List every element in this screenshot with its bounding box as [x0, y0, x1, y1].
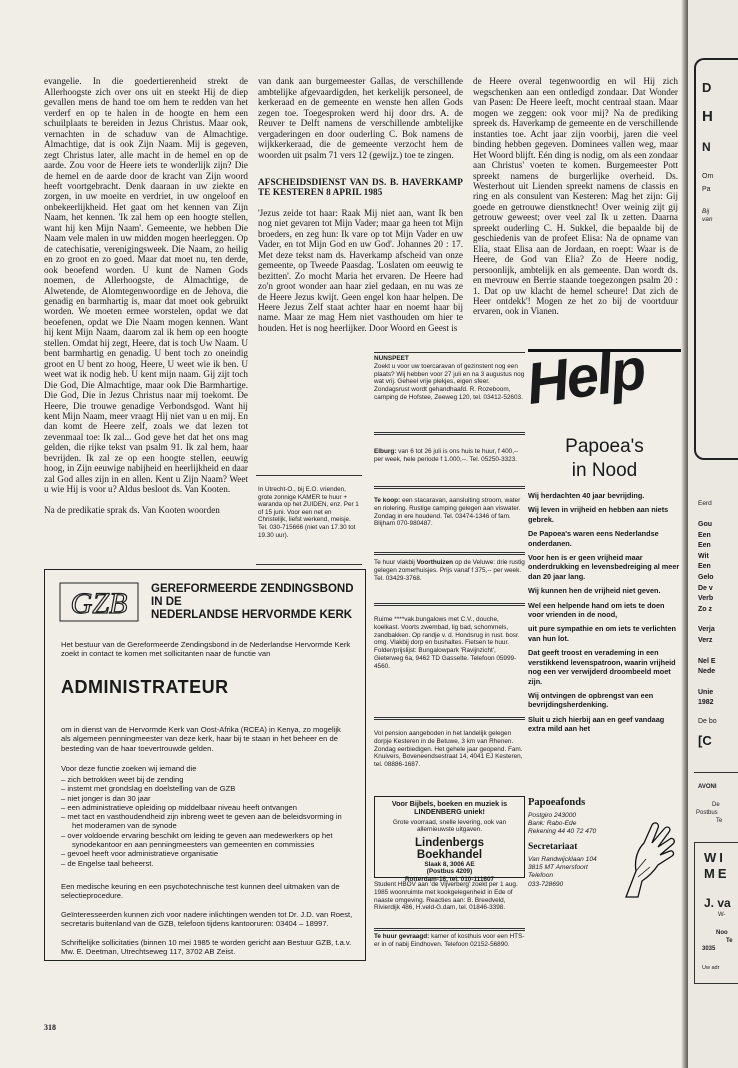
- help-line: De Papoea's waren eens Nederlandse onderdanen.: [528, 529, 659, 548]
- help-subtitle: Papoea's: [565, 436, 644, 457]
- right-page-text: Gelo: [698, 573, 714, 581]
- classified-ad-ravijnzicht: [374, 616, 525, 712]
- right-page-text: De v: [698, 584, 713, 592]
- right-page-text: Pa: [702, 186, 711, 193]
- ad-title: NUNSPEET: [374, 355, 409, 362]
- gzb-requirement: over voldoende ervaring beschikt om leiding te geven aan medewerkers op het synodekantoor en aan penningmeesters van gemeenten en commissies: [67, 830, 333, 850]
- article-paragraph: 'Jezus zeide tot haar: Raak Mij niet aan, want Ik ben nog niet gevaren tot Mijn Vader; maar ga heen tot Mijn broeders, en zeg hun: Ik vare op tot Mijn Vader en uw Vader, en tot Mijn God en uw God'. Johannes 20 : 17. Met deze tekst nam ds. Haverkamp afscheid van onze gemeente, op Tweede Paasdag. 'Loslaten om eeuwig te bezitten'. Zo mocht Maria het ervaren. De Heere had zo'n groot wonder aan haar ziel gedaan, en nu was ze de Heere Jezus kwijt. Geen engel kon haar helpen. De Heere Jezus Zelf staat achter haar en noemt haar bij name. Maar ze mag Hem niet vasthouden om hier te houden. Het is nog heerlijker. Door Woord en Geest is: [258, 207, 463, 333]
- gzb-requirement: gevoel heeft voor administratieve organisatie: [67, 849, 219, 859]
- help-line: Wij ontvingen de opbrengst van een bevrijdingsherdenking.: [528, 690, 654, 710]
- right-page-text: [C: [698, 732, 712, 748]
- divider: [374, 605, 525, 606]
- right-page-text: H: [702, 108, 713, 125]
- right-page-text: Postbus: [696, 810, 718, 816]
- divider: [374, 928, 525, 929]
- right-page-text: N: [702, 140, 711, 154]
- article-heading: AFSCHEIDSDIENST VAN DS. B. HAVERKAMP TE KESTEREN 8 APRIL 1985: [258, 176, 463, 197]
- right-page-text: Een: [698, 542, 711, 550]
- divider: [374, 719, 525, 720]
- gzb-intro: Het bestuur van de Gereformeerde Zendingsbond in de Nederlandse Hervormde Kerk zoekt in contact te komen met sollicitanten naar de functie van: [61, 640, 351, 659]
- gzb-advertisement: [44, 569, 366, 961]
- right-page-text: WI: [704, 850, 726, 865]
- article-column-1: [44, 66, 248, 563]
- help-bank-info: [528, 812, 618, 837]
- help-secretariat: Secretariaat: [528, 842, 578, 852]
- ad-title: Te koop:: [374, 497, 401, 504]
- article-column-3: [473, 66, 678, 332]
- divider: [374, 486, 525, 487]
- help-line: Wel een helpende hand om iets te doen voor vrienden in de nood,: [528, 600, 665, 620]
- divider: [374, 352, 525, 353]
- gzb-title: [151, 583, 354, 622]
- gzb-requirements-list: – zich betrokken weet bij de zending – instemt met grondslag en doelstelling van de GZB – niet jonger is dan 30 jaar – een administratieve opleiding op middelbaar niveau heeft ontvangen – met tact en vasthoudendheid zijn inbreng weet te geven aan de beleidsvorming in het moderamen van de synode – over voldoende ervaring beschikt om leiding te geven aan medewerkers op het synodekantoor en aan penningmeesters van gemeenten en commissies – gevoel heeft voor administratieve organisatie – de Engelse taal beheerst.: [61, 775, 342, 868]
- help-papoea-ad: [522, 336, 681, 939]
- right-page-text: J. va: [704, 896, 731, 910]
- help-postgiro: Postgiro 243000: [528, 812, 577, 819]
- lindenberg-name: Lindenbergs: [414, 836, 484, 849]
- right-page-text: Wit: [698, 552, 709, 560]
- help-line: Sluit u zich hierbij aan en geef vandaag extra mild aan het: [528, 714, 665, 734]
- right-page-text: Verz: [698, 636, 713, 644]
- classified-ad-gevraagd: [374, 933, 525, 961]
- classified-ad-te-koop: [374, 497, 525, 547]
- right-page-text: Verb: [698, 595, 714, 603]
- right-page-text: ME: [704, 866, 730, 881]
- right-page-text: W-: [718, 912, 726, 918]
- help-account: Rekening 44 40 72 470: [528, 828, 597, 836]
- divider: [374, 717, 525, 718]
- lindenberg-ad: [374, 796, 525, 883]
- gzb-requirement: de Engelse taal beheerst.: [67, 858, 154, 868]
- right-page-text: Unie: [698, 688, 714, 696]
- right-page-text: Nede: [698, 668, 716, 676]
- classified-ad-pension: [374, 730, 525, 786]
- ad-title: Te huur gevraagd:: [374, 933, 430, 940]
- ad-title: Elburg:: [374, 448, 397, 455]
- lindenberg-intro: Voor Bijbels, boeken en muziek is LINDENBERG uniek!: [391, 799, 508, 816]
- right-page-text: Zo z: [698, 605, 712, 613]
- help-subtitle: in Nood: [571, 460, 638, 481]
- gzb-requirements-intro: Voor deze functie zoeken wij iemand die: [61, 764, 197, 773]
- help-title: Help: [522, 336, 649, 418]
- ad-text: op de Veluwe: drie rustig gelegen zomerhuisjes. Prijs vanaf f 375,-- per week. Tel. 03429-3768.: [374, 559, 525, 582]
- help-line: Wij leven in vrijheid en hebben aan niets gebrek.: [528, 505, 669, 524]
- right-page-edge: [688, 0, 738, 1068]
- divider: [374, 930, 525, 931]
- right-page-text: De bo: [698, 717, 717, 725]
- lindenberg-address: Slaak 8, 3006 AE: [424, 860, 475, 868]
- gzb-title-line: NEDERLANDSE HERVORMDE KERK: [151, 609, 353, 621]
- gzb-description: om in dienst van de Hervormde Kerk van Oost-Afrika (RCEA) in Kenya, zo mogelijk als algemeen penningmeester van deze kerk, haar bij te staan in het beheer en de besteding van de haar toevertrouwde gelden.: [61, 725, 341, 753]
- gzb-title-line: GEREFORMEERDE ZENDINGSBOND: [151, 583, 354, 595]
- divider: [374, 434, 525, 435]
- help-address-line: Van Randwijcklaan 104: [528, 856, 597, 863]
- help-body: [528, 491, 681, 739]
- right-page-text: Eerd: [698, 500, 712, 507]
- right-page-text: D: [702, 80, 712, 95]
- ad-text: Zoekt u voor uw toercaravan of gezinstent nog een plaats? Wij hebben voor 27 juli en na 3 augustus nog wat vrij. Geheel vrije plekjes, eigen sfeer. Zondagsrust wordt gehandhaafd. R. Rozeboom, camping de Hofstee, Zeeweg 120, tel. 03412-52603.: [374, 362, 525, 401]
- hand-illustration-icon: [618, 819, 678, 899]
- right-page-text: Een: [698, 531, 711, 539]
- article-paragraph: van dank aan burgemeester Gallas, de verschillende ambtelijke afgevaardigden, het kerkelijk personeel, de kerkeraad en de gemeente en wenste hen allen Gods zegen toe. Toegesproken werd hij door drs. A. de Reuver te Delft namens de verschillende ambtelijke vergaderingen en door ouderling C. Bok namens de wijkkerkeraad, die de gemeente verzocht hem de woorden uit psalm 71 vers 12 (gewijz.) toe te zingen.: [258, 76, 463, 160]
- ad-text: kamer of kosthuis voor een HTS-er in of nabij Eindhoven. Telefoon 02152-56890.: [374, 933, 525, 948]
- right-page-text: 3035: [702, 946, 716, 952]
- help-header: [522, 336, 681, 494]
- divider: [374, 603, 525, 604]
- gzb-medical: Een medische keuring en een psychotechnische test kunnen deel uitmaken van de selectieprocedure.: [61, 882, 340, 901]
- classified-ad-voorthuizen: [374, 559, 525, 599]
- ad-title: Voorthuizen: [416, 559, 454, 566]
- page-number: 318: [44, 1023, 56, 1032]
- help-address-line: 3815 MT Amersfoort: [528, 864, 588, 872]
- right-page-text: Bij: [702, 208, 710, 215]
- help-line: Voor hen is er geen vrijheid maar onderdrukking en levensbedreiging al meer dan 20 jaar lang.: [528, 553, 680, 581]
- divider: [374, 432, 525, 433]
- help-line: Wij kunnen hen de vrijheid niet geven.: [528, 586, 661, 596]
- gzb-title-line: IN DE: [151, 596, 182, 608]
- help-org: Papoeafonds: [528, 797, 586, 808]
- ad-text: van 6 tot 26 juli is ons huis te huur, f 400,-- per week, hele periode f 1.000,--. Tel. 05250-3323.: [374, 448, 519, 463]
- right-page-text: Uw adr: [702, 965, 720, 971]
- classified-ad-student: [374, 881, 525, 925]
- divider: [374, 552, 525, 553]
- gzb-requirement: met tact en vasthoudendheid zijn inbreng weet te geven aan de beleidsvorming in het moderamen van de synode: [67, 812, 342, 831]
- right-page-text: De: [712, 802, 720, 808]
- right-page-text: Een: [698, 563, 711, 571]
- ad-text: een stacaravan, aansluiting stroom, water en riolering. Rustige camping gelegen aan viswater. Zondag in ere houdend. Tel. 03474-1346 of fam. Blijham 070-980487.: [374, 497, 521, 528]
- right-page-text: van: [702, 216, 713, 223]
- right-page-text: 1982: [698, 699, 714, 707]
- lindenberg-name: Boekhandel: [416, 848, 483, 861]
- lindenberg-address: Rotterdam-16, tel. 010-111607: [404, 875, 495, 883]
- help-address-line: Telefoon: [528, 872, 554, 880]
- right-page-text: Noo: [716, 930, 728, 936]
- gzb-requirement: zich betrokken weet bij de zending: [67, 775, 184, 784]
- gzb-requirement: niet jonger is dan 30 jaar: [67, 793, 151, 803]
- help-bank: Bank: Rabo-Ede: [528, 820, 577, 828]
- right-page-text: Nel E: [698, 657, 716, 665]
- help-line: Dat geeft troost en verademing in een verstikkend levenspatroon, waarin vrijheid nog een ver verwijderd droombeeld moet zijn.: [528, 648, 676, 686]
- article-column-2: [258, 66, 463, 353]
- help-line: Wij herdachten 40 jaar bevrijding.: [528, 491, 645, 500]
- help-line: uit pure sympathie en om iets te verlichten van hun lot.: [528, 624, 677, 643]
- classified-ad-utrecht: [256, 475, 362, 565]
- classified-ad-elburg: [374, 448, 525, 484]
- right-page-text: Te: [726, 938, 733, 944]
- right-page-text: AVONI: [698, 784, 717, 790]
- right-page-text: Om: [702, 173, 714, 180]
- right-page-list: [698, 520, 717, 746]
- lindenberg-address: (Postbus 4209): [426, 868, 473, 876]
- right-page-text: Te: [716, 818, 723, 824]
- gzb-requirement: instemt met grondslag en doelstelling van de GZB: [67, 784, 236, 794]
- divider: [374, 554, 525, 555]
- article-paragraph: evangelie. In die goedertierenheid strekt de Allerhoogste zich over ons uit en steekt Hij de diep gevallen mens de hand toe om hem te redden van het verderf en op te halen in de hoogte en hem een schuilplaats te bereiden in Jezus Christus. Maar ook, vernachten in de schaduw van de Almachtige. Almachtige, dat is ook Zijn Naam. Mij is gegeven, zegt Christus later, alle macht in de hemel en op de aarde. Zou voor de Heere iets te wonderlijk zijn? Die de hemel en de aarde door de kracht van Zijn woord heeft voortgebracht. Denk daaraan in uw ziekte en zorgen, in uw moeite en verdriet, in uw ongeloof en onbekeerlijkheid. Het gaat om het kennen van Zijn Naam, het kennen. 'Ik zal hem op een hoogte stellen, want hij ken Mijn Naam'. Gemeente, we hebben Die Naam vele malen in uw midden mogen heerleggen. Op de catechisatie, verenigingsweek. Die Naam, zo heilig en zo groot en zo goed. Maar dat moet nu, ten derde, ook beoefend worden. U kunt de Namen Gods noemen, de Allerhoogste, de Almachtige, de Alwetende, de Alomtegenwoordige en de Jehova, die genadig en barmhartig is, maar dat moet ook gebruikt worden. We moeten ermee worstelen, opdat we dat beoefenen, opdat we Die Naam mogen kennen. Want hij kent Mijn Naam, daarom zal ik hem op een hoogte stellen. Omdat hij zegt, Heere, dat is toch Uw Naam. U bent barmhartig en genadig. U bent toch zo oneindig groot en U bent zo hoog, Heere, U weet wie ik ben. U weet wat ik nodig heb. U kent mijn naam. Gij zijt toch Die God, Die Almachtige, maar ook Die Barmhartige. Die God, Die in Jezus Christus naar mij toekomt. De Heere, Die trouwe genadige Verbondsgod. Want hij kent Mijn Naam, meer vraagt Hij niet van u en mij. En dan komt de Heere zelf, zoals we dat lezen tot zevenmaal toe: Ik zal... God geve het dat het ons mag gelden, die rijke tekst van psalm 91. Ik zal hem, haar bevrijden. Ik zal ze op een hoogte stellen, eeuwig hoog, in Zijn eeuwige nabijheid en heerlijkheid en daar zal God alles zijn in en allen. Kent u Zijn Naam? Weet u wie Hij is voor u? Aldus besloot ds. Van Kooten.: [44, 76, 248, 495]
- gzb-info: Geïnteresseerden kunnen zich voor nadere inlichtingen wenden tot Dr. J.D. van Roest, secretaris buitenland van de GZB, telefoon tijdens kantooruren: 03404 – 18997.: [61, 910, 353, 929]
- right-page-box: [694, 58, 738, 460]
- gzb-role: ADMINISTRATEUR: [61, 677, 229, 697]
- ad-text: In Utrecht-O., bij E.O. vrienden, grote zonnige KAMER te huur + waranda op het ZUIDEN, enz. Per 1 of 15 juni. Voor een net en Christelijk, liefst werkend, meisje. Tel. 030-715666 (niet van 17.30 tot 19.30 uur).: [258, 486, 359, 539]
- ad-text: Ruime ****vak.bungalows met C.V., douche, koelkast. Voorts zwembad, lig bad, schommels, zandbakken. Op randje v. d. Hondsrug in rust. bosr. omg. Vlakbij dorp en bushaltes. Fietsen te huur. Folder/prijslijst: Bungalowpark 'Ravijnzicht', Gieterweg 6a, 9462 TD Gasselte. Telefoon 05999-4560.: [374, 616, 520, 670]
- lindenberg-sub: Grote voorraad, snelle levering, ook van allernieuwste uitgaven.: [392, 819, 507, 834]
- gzb-apply: Schriftelijke sollicitaties (binnen 10 mei 1985 te worden gericht aan Bestuur GZB, t.a.v. Mw. E. Deetman, Utrechtseweg 117, 3702 AB Zeist.: [61, 938, 352, 957]
- help-address: [528, 856, 618, 889]
- right-page-text: Verja: [698, 626, 715, 634]
- article-paragraph: Na de predikatie sprak ds. Van Kooten woorden: [44, 505, 220, 516]
- divider: [374, 488, 525, 489]
- svg-text:GZB: GZB: [70, 587, 128, 620]
- right-page-text: Gou: [698, 521, 712, 528]
- gzb-requirement: een administratieve opleiding op middelbaar niveau heeft ontvangen: [67, 802, 298, 812]
- gzb-logo-icon: [59, 582, 139, 622]
- ad-text: Te huur vlakbij: [374, 559, 415, 566]
- article-paragraph: de Heere overal tegenwoordig en wil Hij zich wegschenken aan een ontledigd zondaar. Dat Wonder van Pasen: De Heere leeft, mocht centraal staan. Maar mogen we zeggen: ook voor mij? Na de prediking spreek ds. Haverkamp de gemeente en de verschillende instanties toe. Acht jaar zijn voorbij, jaren die veel binding hebben gegeven. Dominees vallen weg, maar Het Woord blijft. Eén ding is nodig, om als een zondaar aan Christus' voeten te komen. Burgemeester Pott spreekt namens de burgerlijke overheid. Ds. Westerhout uit Lienden spreekt namens de classis en ring en als consulent van Kesteren: Mag het zijn: Gij goede en getrouwe dienstknecht! Over weinig zijt gij getrouw geweest; over veel zal Ik u zetten. Daarna spreekt ouderling C. H. Sukkel, die bepaalde bij de geschiedenis van de profeet Elisa: Na de opname van Elia, staat Elisa aan de Jordaan, en roept: Waar is de Heere, de God van Elia? Zo de Heere nodig, persoonlijk, ambtelijk en als gemeente. Dan wordt ds. en mevrouw en Berrie staande toegezongen psalm 20 : 1. Dat op uw klacht de hemel scheure! Dat zich de Heer ontdekk'! Mogen ze het zo bij de voortduur ervaren, ook in Vianen.: [473, 76, 678, 317]
- ad-text: Student HBOV aan 'de Vijverberg' zoekt per 1 aug. 1985 woonruimte met kookgelegenheid in Ede of naaste omgeving. Reacties aan: B. Breedveld, Rivierdijk 486, H.veld-G.dam, tel. 01846-3398.: [374, 881, 518, 912]
- classified-ad-nunspeet: [374, 355, 525, 429]
- help-address-line: 033-728690: [528, 880, 564, 888]
- ad-text: Vol pension aangeboden in het landelijk gelegen dorpje Kesteren in de Betuwe, 3 km van Rhenen. Zondag eerbiedigen. Het gehele jaar geopend. Fam. Knuivers, Boveneendsestraat 14, 4041 EJ Kesteren, tel. 08886-1687.: [374, 730, 523, 769]
